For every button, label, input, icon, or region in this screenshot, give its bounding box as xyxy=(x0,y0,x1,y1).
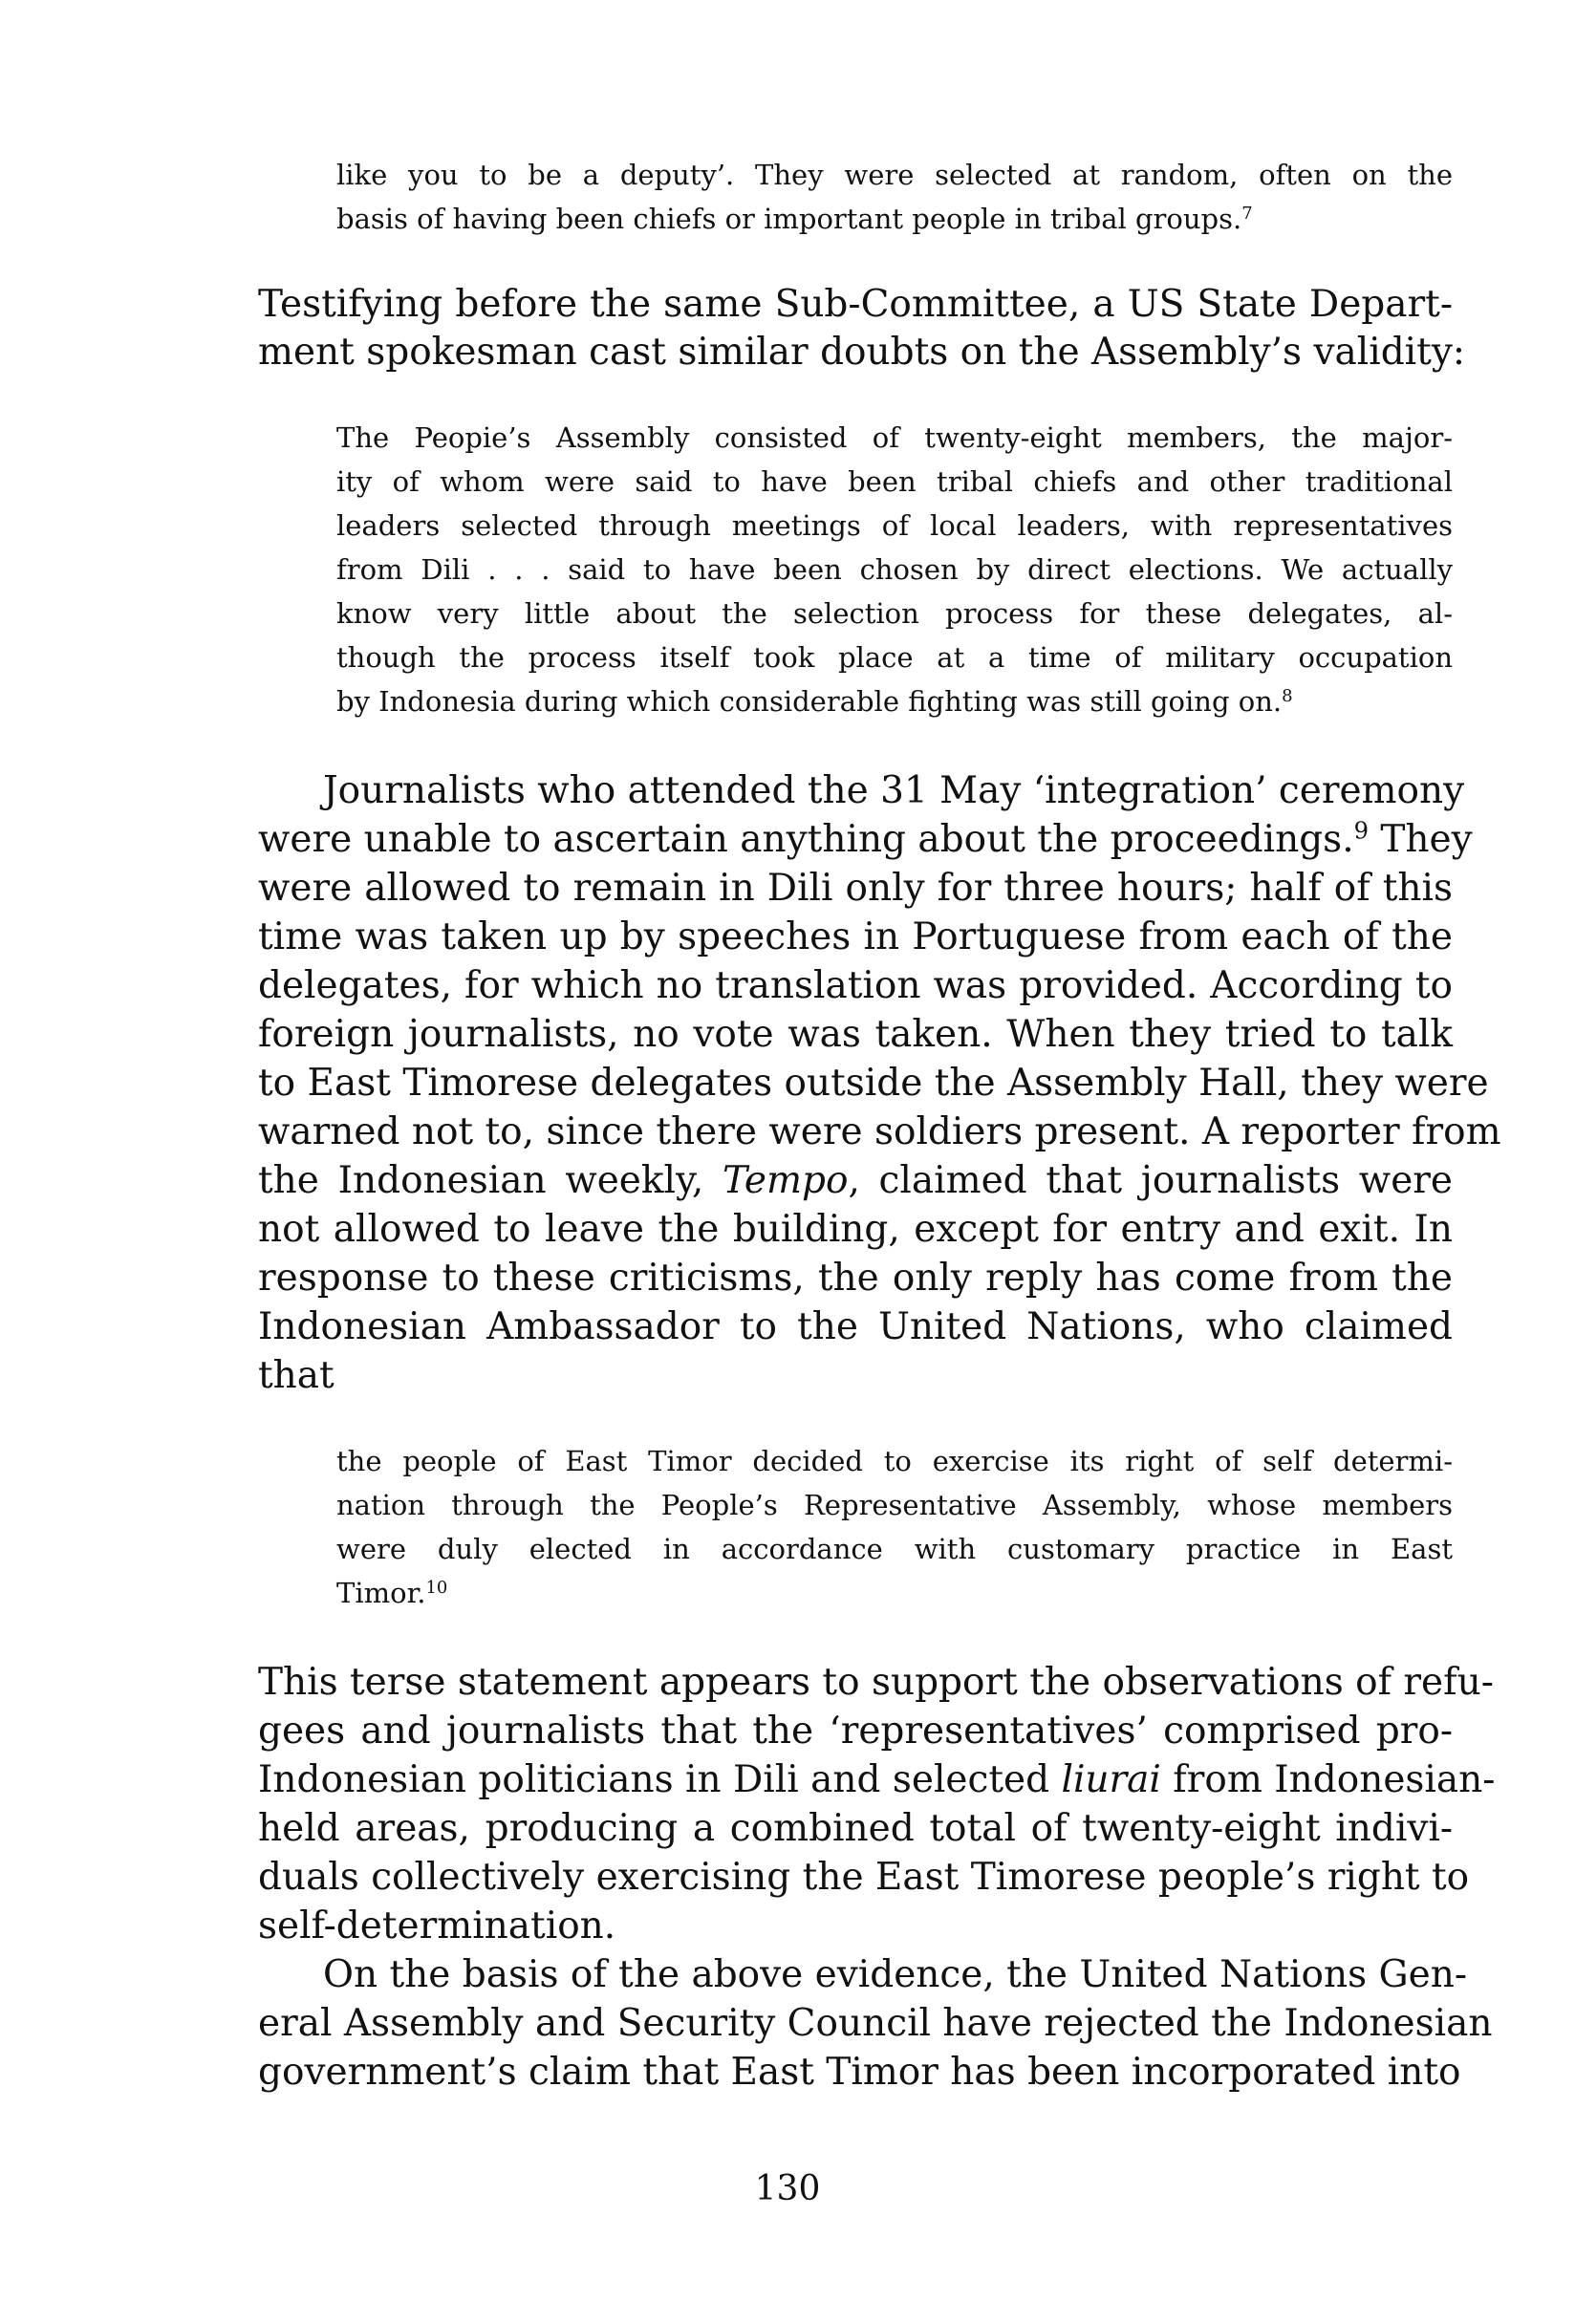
quote-top-line-1: like you to be a deputy’. They were selected at random, often on the xyxy=(336,159,1453,191)
quote-ambassador-line-3: were duly elected in accordance with customary practice in East xyxy=(336,1533,1453,1565)
paragraph-4-line-1: On the basis of the above evidence, the United Nations Gen- xyxy=(323,1953,1468,1996)
paragraph-1-line-1: Testifying before the same Sub-Committee, a US State Depart- xyxy=(258,283,1453,326)
paragraph-2-line-12: Indonesian Ambassador to the United Nations, who claimed xyxy=(258,1305,1453,1348)
paragraph-4-line-3: government’s claim that East Timor has been incorporated into xyxy=(258,2051,1461,2094)
footnote-ref-10: 10 xyxy=(425,1578,448,1599)
paragraph-3-line-3: Indonesian politicians in Dili and selected liurai from Indonesian- xyxy=(258,1758,1496,1801)
footnote-ref-9: 9 xyxy=(1353,817,1369,845)
paragraph-2-line-7: to East Timorese delegates outside the Assembly Hall, they were xyxy=(258,1062,1489,1105)
term-liurai: liurai xyxy=(1061,1758,1161,1801)
publication-title-tempo: Tempo xyxy=(722,1159,849,1202)
quote-state-line-6: though the process itself took place at a time of military occupation xyxy=(336,641,1453,674)
quote-state-line-5: know very little about the selection process for these delegates, al- xyxy=(336,597,1453,630)
paragraph-2-line-9: the Indonesian weekly, Tempo, claimed that journalists were xyxy=(258,1159,1453,1202)
page-number: 130 xyxy=(754,2169,821,2208)
quote-state-line-3: leaders selected through meetings of local leaders, with representatives xyxy=(336,509,1453,542)
paragraph-2-line-4: time was taken up by speeches in Portuguese from each of the xyxy=(258,915,1453,958)
quote-top-line-2: basis of having been chiefs or important people in tribal groups.$^7$ xyxy=(336,203,1253,235)
footnote-ref-8: 8 xyxy=(1282,686,1293,707)
quote-ambassador-line-1: the people of East Timor decided to exercise its right of self determi- xyxy=(336,1445,1453,1477)
paragraph-2-line-11: response to these criticisms, the only reply has come from the xyxy=(258,1257,1453,1300)
paragraph-2-line-5: delegates, for which no translation was provided. According to xyxy=(258,964,1453,1007)
paragraph-2-line-10: not allowed to leave the building, except for entry and exit. In xyxy=(258,1208,1453,1251)
paragraph-1-line-2: ment spokesman cast similar doubts on the Assembly’s validity: xyxy=(258,331,1465,374)
paragraph-2-line-8: warned not to, since there were soldiers present. A reporter from xyxy=(258,1110,1501,1153)
paragraph-3-line-1: This terse statement appears to support the observations of refu- xyxy=(258,1661,1494,1704)
paragraph-2-line-2: were unable to ascertain anything about the proceedings.$^9$ They xyxy=(258,817,1473,861)
quote-state-line-4: from Dili . . . said to have been chosen by direct elections. We actually xyxy=(336,553,1453,586)
paragraph-3-line-6: self-determination. xyxy=(258,1904,616,1947)
paragraph-2-line-3: were allowed to remain in Dili only for three hours; half of this xyxy=(258,867,1453,910)
paragraph-2-line-1: Journalists who attended the 31 May ‘integration’ ceremony xyxy=(323,769,1465,812)
quote-state-line-1: The Peopie’s Assembly consisted of twenty-eight members, the major- xyxy=(336,421,1453,454)
quote-state-line-2: ity of whom were said to have been tribal chiefs and other traditional xyxy=(336,465,1453,498)
footnote-ref-7: 7 xyxy=(1241,204,1253,225)
paragraph-3-line-5: duals collectively exercising the East Timorese people’s right to xyxy=(258,1856,1470,1899)
paragraph-3-line-4: held areas, producing a combined total of twenty-eight indivi- xyxy=(258,1807,1453,1850)
paragraph-3-line-2: gees and journalists that the ‘representatives’ comprised pro- xyxy=(258,1710,1453,1753)
paragraph-4-line-2: eral Assembly and Security Council have rejected the Indonesian xyxy=(258,2002,1493,2045)
quote-ambassador-line-4: Timor.$^{10}$ xyxy=(336,1577,448,1609)
quote-ambassador-line-2: nation through the People’s Representative Assembly, whose members xyxy=(336,1489,1453,1521)
paragraph-2-line-13: that xyxy=(258,1354,334,1397)
paragraph-2-line-6: foreign journalists, no vote was taken. When they tried to talk xyxy=(258,1013,1453,1056)
quote-state-line-7: by Indonesia during which considerable fighting was still going on.$^8$ xyxy=(336,685,1293,718)
